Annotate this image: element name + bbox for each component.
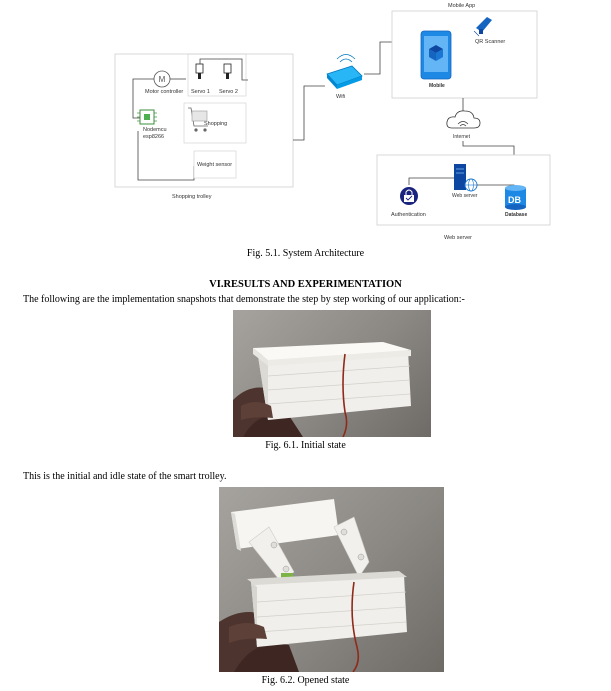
trolley-to-wifi-link xyxy=(293,86,325,140)
servo-1-icon xyxy=(196,64,203,79)
mobile-app-box xyxy=(392,11,537,98)
web-server-box-label: Web server xyxy=(452,193,478,199)
svg-text:M: M xyxy=(158,75,166,84)
wifi-router-icon xyxy=(327,55,362,90)
authentication-icon xyxy=(400,187,418,205)
initial-state-paragraph: This is the initial and idle state of the smart trolley. xyxy=(23,471,227,482)
box-body xyxy=(251,575,407,647)
fig-6-2-photo xyxy=(219,487,444,672)
intro-paragraph: The following are the implementation snapshots that demonstrate the step by step working of our application:- xyxy=(23,294,465,305)
shopping-label: Shopping xyxy=(204,121,228,127)
database-label: Database xyxy=(505,212,528,218)
internet-cloud-icon xyxy=(447,111,480,128)
weight-sensor-label: Weight sensor xyxy=(197,162,233,168)
servo-2-icon xyxy=(224,64,231,79)
internet-label: Internet xyxy=(453,134,470,140)
qr-scanner-label: QR Scanner xyxy=(475,39,506,45)
fig-5-1-caption: Fig. 5.1. System Architecture xyxy=(246,248,365,259)
motor-controller-label: Motor controller xyxy=(145,89,184,95)
fig-6-1-caption: Fig. 6.1. Initial state xyxy=(265,440,346,451)
initial-state-illustration xyxy=(233,310,431,437)
wifi-to-app-link xyxy=(364,42,392,74)
mobile-app-label: Mobile App xyxy=(448,3,476,9)
trolley-caption: Shopping trolley xyxy=(172,194,212,200)
mobile-label: Mobile xyxy=(429,83,445,89)
internet-to-server-link xyxy=(463,141,514,155)
qr-scanner-icon xyxy=(474,17,492,36)
section-heading: VI.RESULTS AND EXPERIMENTATION xyxy=(209,279,402,290)
web-server-caption: Web server xyxy=(444,235,473,241)
nodemcu-label-2: esp8266 xyxy=(143,134,165,140)
servo-1-label: Servo 1 xyxy=(191,89,210,95)
authentication-label: Authentication xyxy=(391,212,426,218)
mobile-phone-icon xyxy=(421,31,451,79)
server-to-auth-link xyxy=(409,178,454,185)
box-lid-open xyxy=(231,499,339,549)
nodemcu-chip-icon xyxy=(137,110,157,124)
database-icon xyxy=(505,185,526,210)
wifi-label: Wifi xyxy=(336,94,346,100)
servo-2-label: Servo 2 xyxy=(219,89,238,95)
nodemcu-label-1: Nodemcu xyxy=(143,127,167,133)
opened-state-illustration xyxy=(219,487,444,672)
server-icon xyxy=(454,164,477,191)
right-linkage xyxy=(334,517,369,577)
system-architecture-diagram xyxy=(0,0,611,245)
motor-icon xyxy=(154,71,170,87)
fig-6-2-caption: Fig. 6.2. Opened state xyxy=(261,675,350,686)
db-icon-text: DB xyxy=(508,195,521,205)
fig-6-1-photo xyxy=(233,310,431,437)
